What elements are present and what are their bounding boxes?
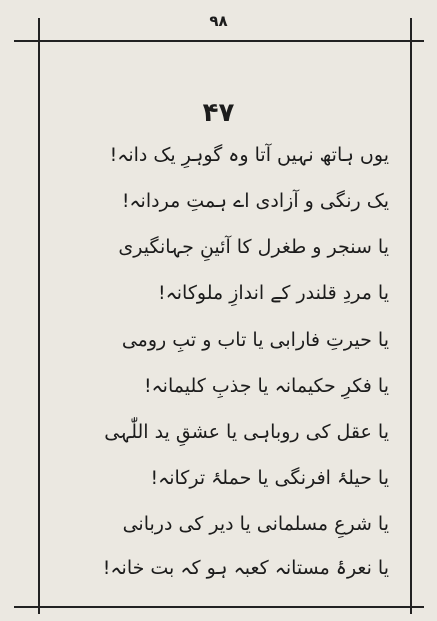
- verse-line-7: یا عقل کی روباہی یا عشقِ ید اللّٰہی: [104, 421, 389, 443]
- verse-line-1: یوں ہاتھ نہیں آتا وہ گوہرِ یک دانہ!: [109, 144, 389, 166]
- frame-bottom-line: [14, 606, 424, 608]
- verse-line-9: یا شرعِ مسلمانی یا دیر کی دربانی: [122, 513, 389, 535]
- poem-number: ۴۷: [202, 98, 235, 128]
- verse-line-8: یا حیلۂ افرنگی یا حملۂ ترکانہ!: [150, 467, 389, 489]
- frame-top-line: [14, 40, 424, 42]
- verse-line-4: یا مردِ قلندر کے اندازِ ملوکانہ!: [158, 282, 389, 304]
- verse-line-5: یا حیرتِ فارابی یا تاب و تبِ رومی: [121, 329, 389, 351]
- verse-line-3: یا سنجر و طغرل کا آئینِ جہانگیری: [118, 236, 389, 258]
- verse-line-10: یا نعرۂ مستانہ کعبہ ہو کہ بت خانہ!: [102, 557, 389, 579]
- page-number: ۹۸: [209, 12, 228, 30]
- verse-line-6: یا فکرِ حکیمانہ یا جذبِ کلیمانہ!: [143, 375, 389, 397]
- verse-line-2: یک رنگی و آزادی اے ہمتِ مردانہ!: [121, 190, 389, 212]
